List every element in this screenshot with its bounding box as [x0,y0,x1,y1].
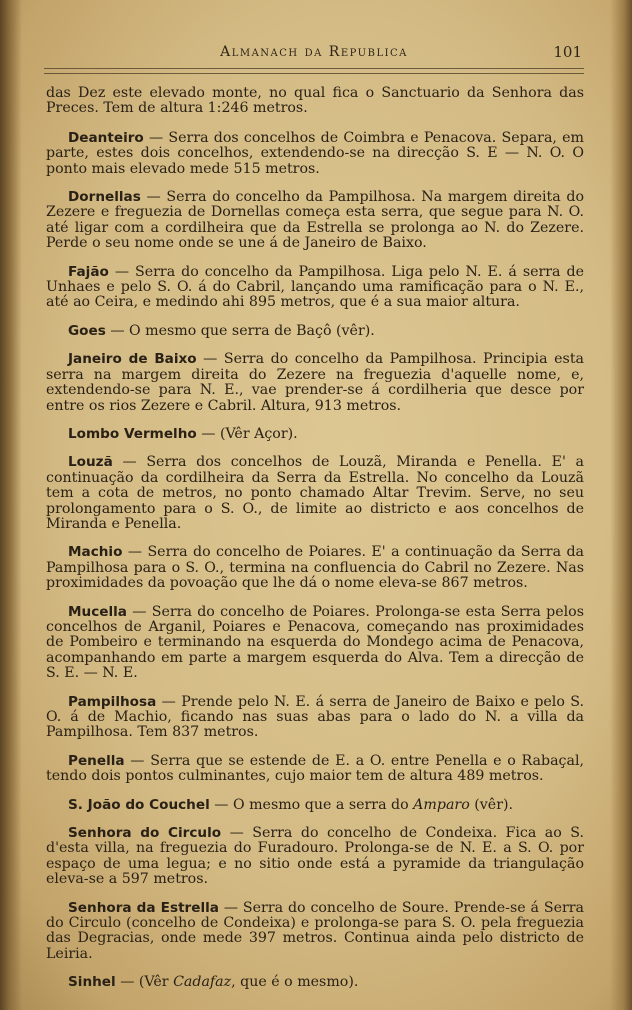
entry-term: Dornellas [68,189,141,206]
entry-text: — (Vêr [115,974,174,991]
entry-janeiro-de-baixo [46,352,584,414]
entry-term: Louzã [68,454,113,471]
entry-italic-ref: Cadafaz [173,974,232,991]
entry-text-tail: , que é o mesmo). [231,974,359,991]
entry-term: Pampilhosa [68,693,157,710]
page-number: 101 [553,43,582,61]
entry-term: Lombo Vermelho [68,425,197,442]
entry-text: — O mesmo que serra de Baçô (vêr). [105,322,375,339]
entry-term: Deanteiro [68,129,144,146]
entry-text: — Serra do concelho da Pampilhosa. Na margem direita do Zezere e freguezia de Dornellas começa esta serra, que segue para N. O. até ligar com a cordilheira que da Estrella se prolonga ao N. do Zezere. Perde o seu nome onde se une á de Janeiro de Baixo. [46,189,584,252]
entry-mucella [46,605,584,682]
entry-penella [46,754,584,785]
entry-term: Goes [68,322,106,339]
entry-term: Janeiro de Baixo [68,351,197,368]
entry-continuation [46,86,584,117]
entry-term: Sinhel [68,974,116,991]
entry-fajao [46,265,584,311]
entry-sao-joao-do-couchel [46,798,584,813]
entry-text: — Prende pelo N. E. á serra de Janeiro de Baixo e pelo S. O. á de Machio, ficando nas suas abas para o lado do N. a villa da Pampilhosa. Tem 837 metros. [46,693,584,741]
entry-deanteiro [46,131,584,177]
entry-text: — Serra dos concelhos de Coimbra e Penacova. Separa, em parte, estes dois concelhos, extendendo-se na direcção S. E — N. O. O ponto mais elevado mede 515 metros. [46,129,584,177]
entry-term: Fajão [68,263,109,280]
entry-text-tail: (vêr). [469,796,514,813]
entry-text: — Serra do concelho de Poiares. Prolonga-se esta Serra pelos concelhos de Arganil, Poiares e Penacova, começando nas proximidades de Pombeiro e terminando na esquerda do Mondego acima de Penacova, acompanhando em parte a margem esquerda do Alva. Tem a direcção de S. E. — N. E. [46,603,584,682]
entry-text: — (Vêr Açor). [196,425,298,442]
entry-term: S. João do Couchel [68,796,210,813]
entry-text: — Serra do concelho de Poiares. E' a continuação da Serra da Pampilhosa para o S. O., termina na confluencia do Cabril no Zezere. Nas proximidades da povoação que lhe dá o nome eleva-se 867 metros. [46,544,584,592]
running-header [44,44,584,64]
entry-text: — Serra do concelho de Soure. Prende-se á Serra do Circulo (concelho de Condeixa) e prolonga-se para S. O. pela freguezia das Degracias, onde mede 397 metros. Continua ainda pelo districto de Leiria. [46,899,584,962]
entry-goes [46,324,584,339]
entry-term: Penella [68,752,125,769]
entry-text: — Serra dos concelhos de Louzã, Miranda e Penella. E' a continuação da cordilheira da Serra da Estrella. No concelho da Louzã tem a cota de metros, no ponto chamado Altar Trevim. Serve, no seu prolongamento para o S. O., de limite ao districto e aos concelhos de Miranda e Penella. [46,454,584,532]
header-rule [44,68,584,74]
entry-term: Senhora do Circulo [68,825,222,842]
entry-italic-ref: Amparo [413,796,470,813]
entry-text: — Serra que se estende de E. a O. entre Penella e o Rabaçal, tendo dois pontos culminantes, cujo maior tem de altura 489 metros. [46,752,584,785]
entry-senhora-do-circulo [46,826,584,888]
entry-louza [46,455,584,532]
entry-lombo-vermelho [46,427,584,442]
entry-text: — Serra do concelho da Pampilhosa. Liga pelo N. E. á serra de Unhaes e pelo S. O. á do Cabril, lançando uma ramificação para o N. E., até ao Ceira, e medindo ahi 895 metros, que é a sua maior altura. [46,263,584,311]
entry-sinhel [46,975,584,990]
entry-pampilhosa [46,695,584,741]
entry-text: — O mesmo que a serra do [209,796,414,813]
entry-text: das Dez este elevado monte, no qual fica o Sanctuario da Senhora das Preces. Tem de altura 1:246 metros. [46,85,584,117]
entry-term: Mucella [68,603,127,620]
entry-dornellas [46,190,584,252]
entry-term: Senhora da Estrella [68,899,219,916]
header-title: Almanach da Republica [220,44,408,60]
entry-machio [46,545,584,591]
entry-text: — Serra do concelho da Pampilhosa. Principia esta serra na margem direita do Zezere na freguezia d'aquelle nome, e, extendendo-se para N. E., vae prender-se á cordilheria que desce por entre os rios Zezere e Cabril. Altura, 913 metros. [46,351,584,414]
entry-term: Machio [68,544,123,561]
entry-senhora-da-estrella [46,901,584,963]
entry-text: — Serra do concelho de Condeixa. Fica ao S. d'esta villa, na freguezia do Furadouro. Prolonga-se de N. E. a S. O. por espaço de uma legua; e no sitio onde está a pyramide da triangulação eleva-se a 597 metros. [46,825,584,888]
page-body [46,86,584,1004]
